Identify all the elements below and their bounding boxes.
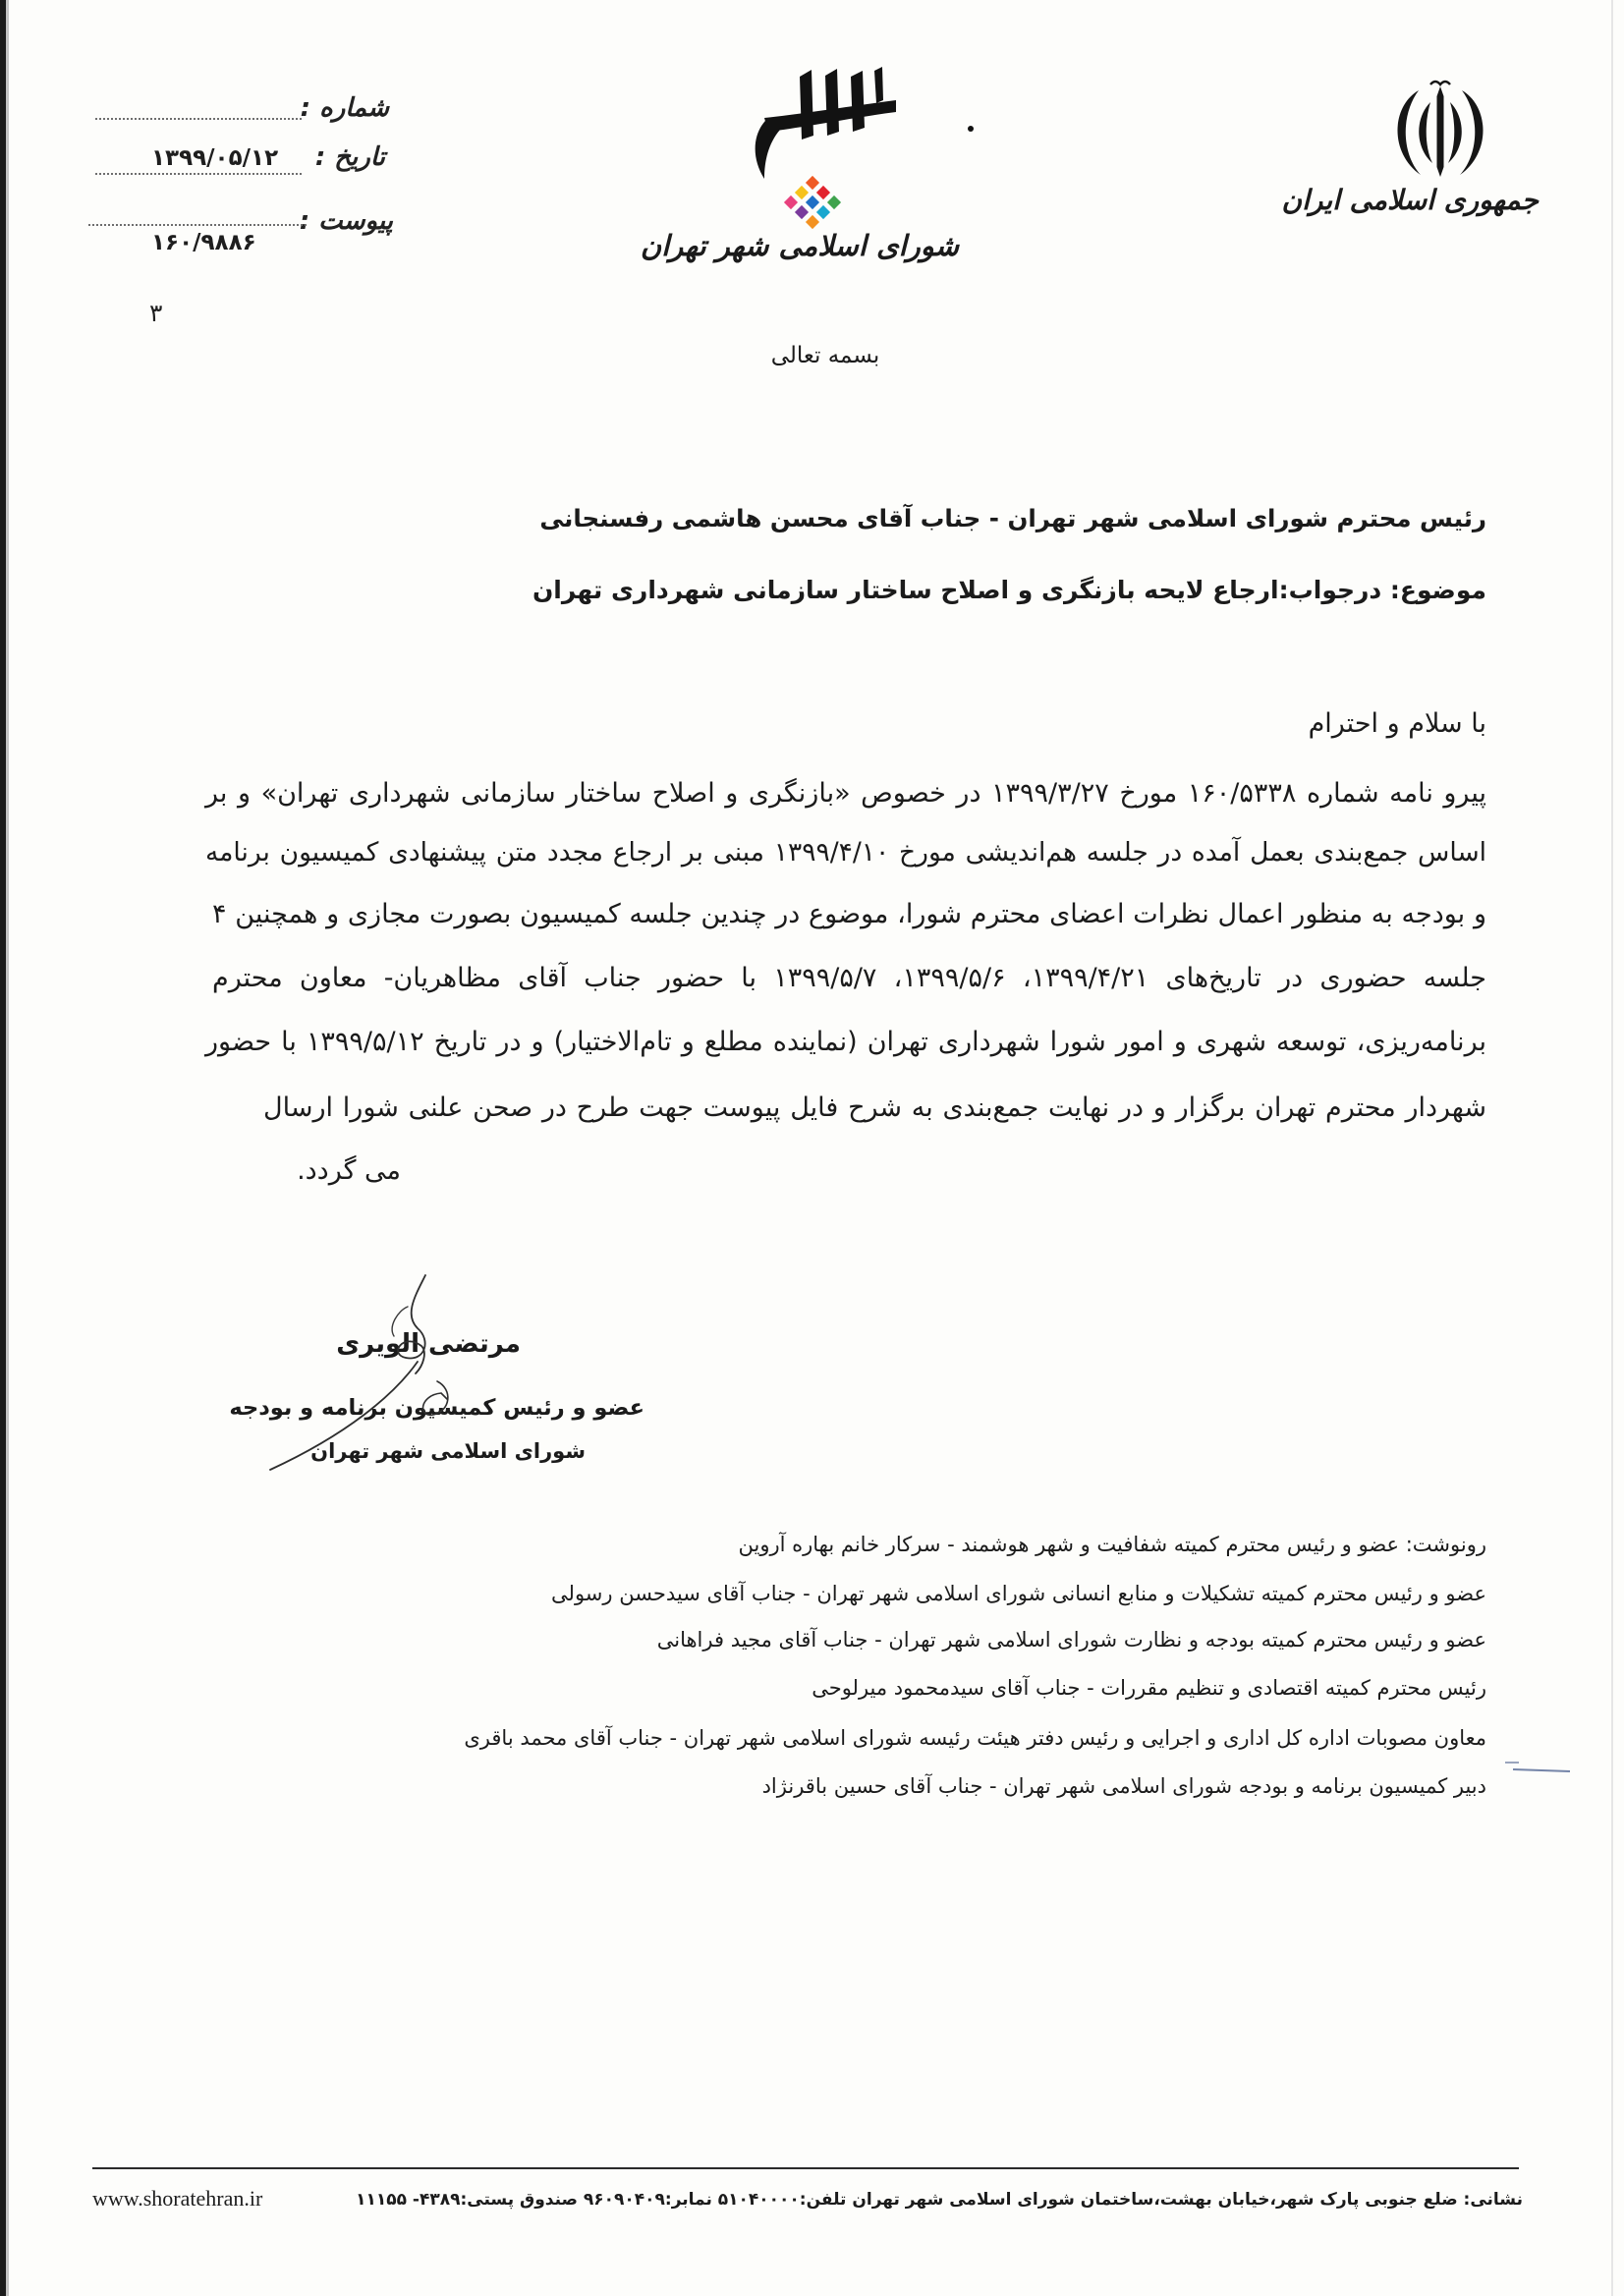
number-dotted-line xyxy=(95,118,302,120)
date-label: تاریخ : xyxy=(314,142,385,172)
emblem-caption: جمهوری اسلامی ایران xyxy=(1281,184,1539,216)
body-line: پیرو نامه شماره ۱۶۰/۵۳۳۸ مورخ ۱۳۹۹/۳/۲۷ در خصوص «بازنگری و اصلاح ساختار سازمانی شهرداری تهران» و بر xyxy=(205,778,1486,809)
date-value: ۱۳۹۹/۰۵/۱۲ xyxy=(151,145,279,171)
cc-line: دبیر کمیسیون برنامه و بودجه شورای اسلامی شهر تهران - جناب آقای حسین باقرنژاد xyxy=(761,1774,1486,1798)
signatory-name: مرتضی الویری xyxy=(336,1329,521,1359)
greeting: با سلام و احترام xyxy=(1308,708,1486,739)
body-line: اساس جمع‌بندی بعمل آمده در جلسه هم‌اندیشی مورخ ۱۳۹۹/۴/۱۰ مبنی بر ارجاع مجدد متن پیشنهادی کمیسیون برنامه xyxy=(205,837,1487,868)
signatory-title: عضو و رئیس کمیسیون برنامه و بودجه xyxy=(229,1395,644,1421)
logo-diamond xyxy=(795,186,809,199)
number-label: شماره : xyxy=(300,93,389,123)
footer-address: نشانی: ضلع جنوبی پارک شهر،خیابان بهشت،ساختمان شورای اسلامی شهر تهران تلفن:۵۱۰۴۰۰۰۰ نمابر:۹۶۰۹۰۴۰۹ صندوق پستی:۴۳۸۹- ۱۱۱۵۵ xyxy=(356,2190,1523,2210)
invocation: بسمه تعالی xyxy=(770,343,880,368)
signatory-organization: شورای اسلامی شهر تهران xyxy=(310,1439,586,1463)
logo-diamond xyxy=(816,205,830,219)
logo-diamond xyxy=(827,196,841,209)
logo-diamond xyxy=(816,186,830,199)
subject: موضوع: درجواب:ارجاع لایحه بازنگری و اصلاح ساختار سازمانی شهرداری تهران xyxy=(532,576,1486,604)
logo-diamond xyxy=(806,196,819,209)
cc-line: رئیس محترم کمیته اقتصادی و تنظیم مقررات - جناب آقای سیدمحمود میرلوحی xyxy=(812,1676,1486,1700)
logo-diamond xyxy=(795,205,809,219)
body-line: می گردد. xyxy=(297,1155,401,1186)
attachment-value: ۱۶۰/۹۸۸۶ xyxy=(151,230,256,255)
body-line: شهردار محترم تهران برگزار و در نهایت جمع‌بندی به شرح فایل پیوست جهت طرح در صحن علنی شورا ارسال xyxy=(263,1092,1486,1123)
tehran-council-logo-icon xyxy=(743,67,900,183)
footer-rule xyxy=(92,2167,1519,2169)
iran-emblem-icon xyxy=(1385,77,1495,179)
attachment-label: پیوست : xyxy=(299,206,393,236)
handwritten-signature xyxy=(251,1267,457,1479)
footer-website: www.shoratehran.ir xyxy=(92,2186,263,2211)
body-line: برنامه‌ریزی، توسعه شهری و امور شورا شهرداری تهران (نماینده مطلع و تام‌الاختیار) و در تاریخ ۱۳۹۹/۵/۱۲ با حضور xyxy=(205,1027,1486,1057)
addressee: رئیس محترم شورای اسلامی شهر تهران - جناب آقای محسن هاشمی رفسنجانی xyxy=(539,504,1486,532)
scan-mark xyxy=(1513,1768,1570,1772)
scan-edge-shadow xyxy=(6,0,9,2296)
date-dotted-line xyxy=(95,173,302,175)
logo-diamond xyxy=(784,196,798,209)
scan-mark xyxy=(1505,1762,1519,1764)
page-number: ۳ xyxy=(149,299,163,327)
logo-diamond xyxy=(806,176,819,190)
cc-line: عضو و رئیس محترم کمیته تشکیلات و منابع انسانی شورای اسلامی شهر تهران - جناب آقای سیدحسن رسولی xyxy=(551,1582,1486,1605)
scan-edge-right xyxy=(1611,0,1613,2296)
cc-line: عضو و رئیس محترم کمیته بودجه و نظارت شورای اسلامی شهر تهران - جناب آقای مجید فراهانی xyxy=(656,1628,1486,1652)
cc-line: معاون مصوبات اداره کل اداری و اجرایی و رئیس دفتر هیئت رئیسه شورای اسلامی شهر تهران - جناب آقای محمد باقری xyxy=(464,1726,1486,1750)
body-line: و بودجه به منظور اعمال نظرات اعضای محترم شورا، موضوع در چندین جلسه کمیسیون بصورت مجازی و همچنین ۴ xyxy=(212,899,1486,929)
body-line: جلسه حضوری در تاریخ‌های ۱۳۹۹/۴/۲۱، ۱۳۹۹/۵/۶، ۱۳۹۹/۵/۷ با حضور جناب آقای مظاهریان- معاون محترم xyxy=(212,963,1487,993)
council-name: شورای اسلامی شهر تهران xyxy=(640,229,959,262)
logo-dot xyxy=(968,126,974,132)
cc-line: رونوشت: عضو و رئیس محترم کمیته شفافیت و شهر هوشمند - سرکار خانم بهاره آروین xyxy=(738,1533,1486,1556)
